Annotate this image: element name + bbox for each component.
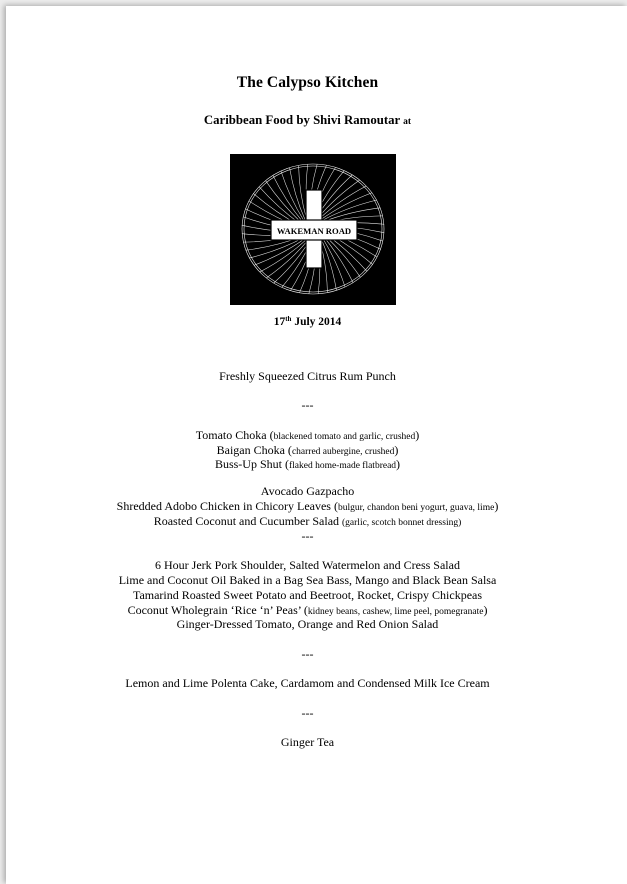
second-course-item: Roasted Coconut and Cucumber Salad (garlic, scotch bonnet dressing) [153,514,462,528]
event-date [0,316,621,328]
date-suffix: th [285,315,292,323]
main-item: Lime and Coconut Oil Baked in a Bag Sea Bass, Mango and Black Bean Salsa [118,573,497,587]
starter-item: Tomato Choka (blackened tomato and garlic, crushed) [195,428,420,442]
course-separator: --- [301,647,314,661]
date-rest: July 2014 [291,316,342,328]
main-item: Tamarind Roasted Sweet Potato and Beetroot, Rocket, Crispy Chickpeas [132,588,483,602]
second-course-item: Avocado Gazpacho [260,484,355,498]
main-item: Coconut Wholegrain ‘Rice ‘n’ Peas’ (kidney beans, cashew, lime peel, pomegranate) [127,603,488,617]
page-subtitle [0,113,621,128]
subtitle-text: Caribbean Food by Shivi Ramoutar [203,113,400,127]
date-day: 17 [273,316,286,328]
main-item: 6 Hour Jerk Pork Shoulder, Salted Watermelon and Cress Salad [155,558,460,572]
logo-text: WAKEMAN ROAD [276,226,352,236]
subtitle-suffix: at [403,117,412,127]
drink-item: Freshly Squeezed Citrus Rum Punch [219,369,396,383]
tea-item: Ginger Tea [280,735,335,749]
second-course-item: Shredded Adobo Chicken in Chicory Leaves (bulgur, chandon beni yogurt, guava, lime) [116,499,499,513]
wakeman-road-logo [230,154,396,305]
course-separator: --- [301,398,314,412]
course-separator: --- [301,706,314,720]
dessert-item: Lemon and Lime Polenta Cake, Cardamom and Condensed Milk Ice Cream [125,676,490,690]
starter-item: Baigan Choka (charred aubergine, crushed) [216,443,399,457]
starter-item: Buss-Up Shut (flaked home-made flatbread) [214,457,401,471]
page-title: The Calypso Kitchen [236,74,379,91]
course-separator: --- [301,529,314,543]
main-item: Ginger-Dressed Tomato, Orange and Red Onion Salad [176,617,439,631]
